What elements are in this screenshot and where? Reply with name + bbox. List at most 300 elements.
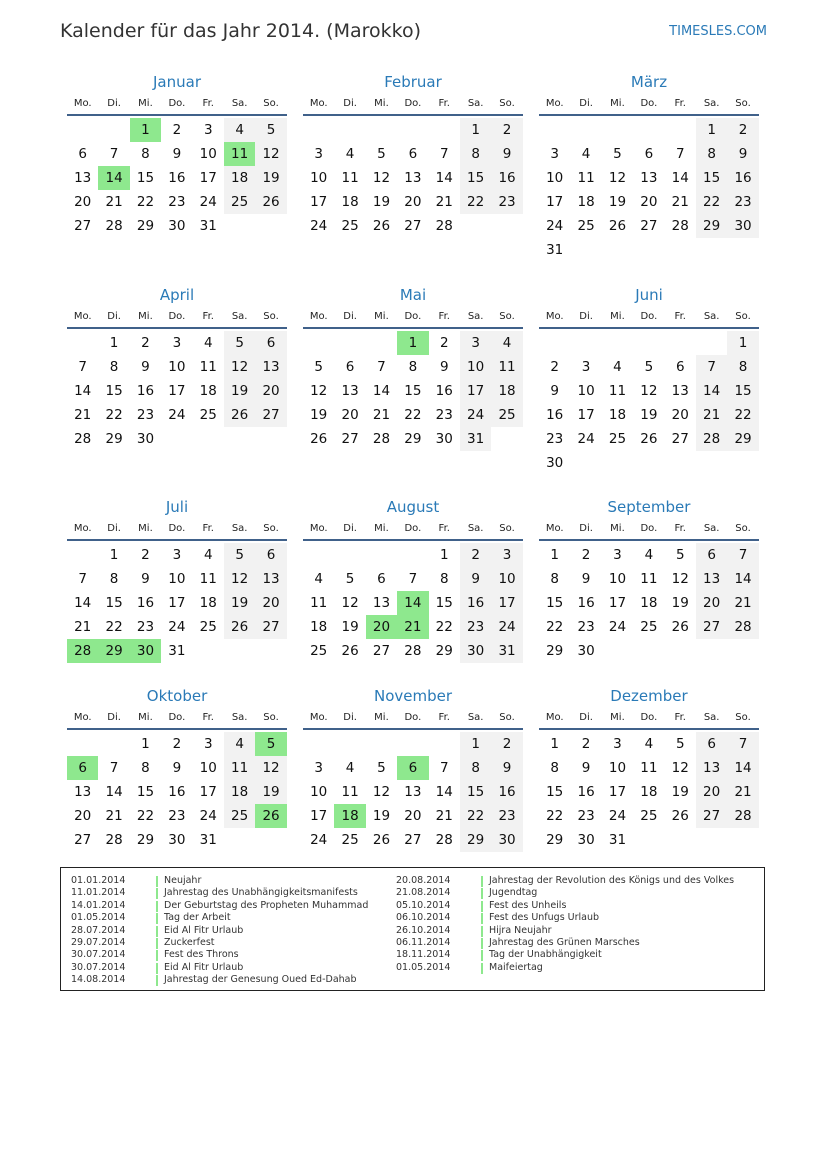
day-grid (539, 118, 759, 262)
weekday-label: Mi. (138, 311, 153, 322)
day-cell: 30 (491, 828, 522, 852)
day-cell: 27 (74, 218, 92, 234)
day-cell: 2 (550, 359, 559, 375)
day-cell: 31 (491, 639, 522, 663)
holiday-marker (481, 963, 483, 974)
day-cell: 19 (671, 595, 689, 611)
day-cell: 14 (696, 379, 727, 403)
day-cell: 27 (404, 832, 422, 848)
holiday-row (71, 937, 368, 949)
day-cell: 12 (341, 595, 359, 611)
day-cell: 16 (491, 166, 522, 190)
holiday-row (71, 900, 368, 912)
weekday-label: Di. (107, 98, 121, 109)
day-cell: 24 (460, 403, 491, 427)
day-cell: 19 (671, 784, 689, 800)
day-cell: 30 (168, 832, 186, 848)
day-cell: 4 (581, 146, 591, 162)
day-cell: 16 (491, 780, 522, 804)
day-cell: 27 (404, 218, 422, 234)
holiday-day-cell: 14 (98, 166, 129, 190)
day-cell: 28 (727, 615, 758, 639)
weekday-label: Mo. (309, 311, 328, 322)
holiday-row (396, 875, 734, 887)
weekday-label: Mo. (309, 98, 328, 109)
day-cell: 10 (460, 355, 491, 379)
day-cell: 24 (608, 619, 627, 635)
day-cell: 7 (78, 359, 87, 375)
day-cell: 1 (550, 736, 559, 752)
day-cell: 10 (310, 170, 328, 186)
day-cell: 14 (727, 756, 758, 780)
day-cell: 30 (727, 214, 758, 238)
day-cell: 17 (608, 595, 627, 611)
day-cell: 17 (199, 170, 217, 186)
day-cell: 14 (435, 784, 453, 800)
day-cell: 27 (74, 832, 92, 848)
day-cell: 20 (404, 194, 422, 210)
weekday-label: Sa. (467, 712, 484, 723)
holiday-marker (156, 876, 158, 887)
holiday-marker (156, 901, 158, 912)
weekday-label: Do. (404, 712, 422, 723)
day-cell: 10 (168, 571, 186, 587)
day-cell: 13 (640, 170, 658, 186)
day-cell: 13 (696, 756, 727, 780)
day-cell: 18 (199, 383, 217, 399)
day-cell: 13 (404, 170, 422, 186)
day-cell: 17 (168, 383, 186, 399)
day-cell: 25 (640, 808, 658, 824)
day-cell: 19 (224, 379, 255, 403)
weekday-label: Sa. (703, 311, 720, 322)
day-cell: 17 (491, 591, 522, 615)
month-name: März (630, 73, 668, 91)
day-cell: 19 (255, 166, 286, 190)
day-cell: 24 (310, 832, 328, 848)
holiday-day-cell: 5 (255, 732, 286, 756)
day-cell: 22 (404, 407, 422, 423)
day-cell: 6 (696, 543, 727, 567)
holiday-day-cell: 1 (130, 118, 161, 142)
day-cell: 8 (550, 760, 559, 776)
holiday-name: Jugendtag (489, 887, 538, 899)
holiday-name: Fest des Throns (164, 949, 239, 961)
day-cell: 3 (491, 543, 522, 567)
day-cell: 17 (310, 194, 328, 210)
day-cell: 5 (613, 146, 622, 162)
day-cell: 7 (439, 146, 449, 162)
day-cell: 21 (671, 194, 689, 210)
day-cell: 8 (460, 756, 491, 780)
day-cell: 7 (727, 543, 758, 567)
day-cell: 13 (74, 784, 92, 800)
day-cell: 12 (224, 567, 255, 591)
day-cell: 9 (141, 359, 150, 375)
day-cell: 9 (439, 359, 449, 375)
holiday-row (71, 875, 368, 887)
holiday-name: Eid Al Fitr Urlaub (164, 961, 244, 973)
day-cell: 26 (341, 643, 359, 659)
weekday-label: So. (263, 712, 279, 723)
day-cell: 21 (74, 407, 92, 423)
day-cell: 1 (460, 732, 491, 756)
day-cell: 22 (460, 190, 491, 214)
holiday-row (71, 925, 368, 937)
day-cell: 19 (255, 780, 286, 804)
day-cell: 12 (310, 383, 328, 399)
weekday-header (67, 519, 287, 541)
weekday-label: Fr. (438, 311, 450, 322)
day-cell: 16 (727, 166, 758, 190)
weekday-label: Mi. (138, 98, 153, 109)
day-cell: 4 (224, 118, 255, 142)
weekday-label: Do. (640, 712, 658, 723)
day-cell: 3 (314, 146, 323, 162)
day-cell: 3 (172, 547, 182, 563)
day-cell: 8 (460, 142, 491, 166)
day-cell: 25 (491, 403, 522, 427)
day-cell: 29 (546, 832, 564, 848)
weekday-label: Fr. (438, 712, 450, 723)
day-cell: 25 (199, 407, 217, 423)
day-cell: 28 (671, 218, 689, 234)
day-cell: 30 (136, 431, 155, 447)
day-cell: 23 (136, 619, 155, 635)
weekday-label: Fr. (674, 311, 686, 322)
day-cell: 7 (696, 355, 727, 379)
weekday-label: Mi. (374, 523, 389, 534)
weekday-label: Di. (579, 523, 593, 534)
empty-cell (602, 118, 633, 142)
day-cell: 14 (74, 595, 92, 611)
holiday-date: 01.05.2014 (71, 912, 126, 924)
empty-cell (303, 543, 334, 567)
day-grid (303, 543, 523, 663)
day-cell: 16 (136, 383, 155, 399)
day-cell: 6 (696, 732, 727, 756)
holiday-day-cell: 30 (130, 639, 161, 663)
day-cell: 7 (727, 732, 758, 756)
day-cell: 13 (255, 567, 286, 591)
day-cell: 5 (644, 359, 654, 375)
holiday-marker (481, 913, 483, 924)
weekday-label: Di. (579, 712, 593, 723)
day-cell: 7 (109, 146, 119, 162)
weekday-label: Mo. (545, 712, 564, 723)
day-cell: 22 (727, 403, 758, 427)
weekday-label: Mi. (610, 311, 625, 322)
month-2 (303, 72, 523, 238)
empty-cell (633, 118, 664, 142)
day-cell: 17 (310, 808, 328, 824)
day-cell: 4 (203, 547, 213, 563)
weekday-label: So. (499, 311, 515, 322)
day-cell: 27 (696, 804, 727, 828)
day-cell: 18 (491, 379, 522, 403)
holiday-name: Jahrestag der Genesung Oued Ed-Dahab (164, 974, 357, 986)
day-cell: 21 (727, 591, 758, 615)
day-cell: 1 (109, 335, 119, 351)
weekday-label: So. (499, 523, 515, 534)
day-cell: 8 (109, 571, 119, 587)
day-cell: 13 (671, 383, 689, 399)
month-name: Februar (384, 73, 442, 91)
weekday-header (539, 307, 759, 329)
day-cell: 10 (546, 170, 564, 186)
day-cell: 15 (136, 170, 155, 186)
weekday-label: Di. (579, 98, 593, 109)
weekday-label: Mi. (138, 712, 153, 723)
day-cell: 22 (105, 619, 123, 635)
day-cell: 8 (727, 355, 758, 379)
day-cell: 24 (491, 615, 522, 639)
day-cell: 28 (105, 832, 123, 848)
empty-cell (67, 331, 98, 355)
day-cell: 31 (168, 643, 186, 659)
day-cell: 9 (491, 756, 522, 780)
day-cell: 15 (435, 595, 453, 611)
day-cell: 8 (109, 359, 119, 375)
day-cell: 15 (460, 166, 491, 190)
day-cell: 25 (341, 218, 359, 234)
holiday-marker (481, 901, 483, 912)
weekday-header (303, 94, 523, 116)
day-cell: 15 (460, 780, 491, 804)
day-cell: 26 (310, 431, 328, 447)
empty-cell (98, 118, 129, 142)
holiday-date: 14.01.2014 (71, 899, 126, 911)
month-name: November (373, 687, 453, 705)
day-cell: 11 (491, 355, 522, 379)
day-cell: 23 (577, 808, 595, 824)
day-cell: 24 (168, 619, 186, 635)
day-cell: 28 (727, 804, 758, 828)
holiday-marker (156, 926, 158, 937)
holiday-day-cell: 28 (67, 639, 98, 663)
empty-cell (633, 331, 664, 355)
holiday-name: Der Geburtstag des Propheten Muhammad (164, 899, 369, 911)
day-cell: 22 (696, 190, 727, 214)
day-cell: 15 (105, 595, 123, 611)
holiday-date: 30.07.2014 (71, 961, 126, 973)
empty-cell (539, 118, 570, 142)
holiday-marker (156, 888, 158, 899)
day-cell: 19 (224, 591, 255, 615)
day-cell: 25 (310, 643, 328, 659)
day-cell: 24 (168, 407, 186, 423)
day-cell: 5 (377, 760, 386, 776)
holiday-day-cell: 29 (98, 639, 129, 663)
empty-cell (397, 543, 428, 567)
day-cell: 23 (136, 407, 155, 423)
day-cell: 16 (577, 784, 595, 800)
weekday-label: Mo. (309, 712, 328, 723)
day-cell: 3 (203, 122, 213, 138)
day-cell: 2 (141, 335, 150, 351)
weekday-label: Do. (640, 98, 658, 109)
holiday-marker (156, 938, 158, 949)
day-cell: 15 (546, 784, 564, 800)
holiday-row (396, 887, 734, 899)
day-grid (67, 732, 287, 852)
day-cell: 15 (105, 383, 123, 399)
day-cell: 17 (460, 379, 491, 403)
weekday-label: So. (263, 311, 279, 322)
day-cell: 18 (577, 194, 595, 210)
day-cell: 10 (577, 383, 595, 399)
month-5 (303, 285, 523, 451)
weekday-label: Fr. (674, 712, 686, 723)
weekday-header (67, 307, 287, 329)
weekday-label: Mo. (545, 311, 564, 322)
empty-cell (334, 118, 365, 142)
month-7 (67, 497, 287, 663)
day-cell: 21 (372, 407, 391, 423)
holiday-row (396, 900, 734, 912)
day-cell: 30 (435, 431, 453, 447)
holiday-list-right (396, 875, 734, 974)
day-cell: 30 (577, 832, 595, 848)
day-cell: 23 (727, 190, 758, 214)
day-cell: 24 (546, 218, 564, 234)
day-cell: 17 (168, 595, 186, 611)
weekday-label: Fr. (438, 98, 450, 109)
page-title: Kalender für das Jahr 2014. (Marokko) (60, 20, 422, 42)
day-cell: 13 (341, 383, 359, 399)
day-cell: 22 (136, 808, 155, 824)
day-cell: 5 (255, 118, 286, 142)
day-cell: 9 (581, 571, 591, 587)
day-cell: 19 (640, 407, 658, 423)
empty-cell (570, 118, 601, 142)
day-cell: 14 (105, 784, 123, 800)
weekday-label: Sa. (467, 523, 484, 534)
day-cell: 14 (74, 383, 92, 399)
day-grid (539, 543, 759, 663)
weekday-label: Mo. (309, 523, 328, 534)
day-cell: 25 (608, 431, 627, 447)
day-cell: 28 (372, 431, 391, 447)
holiday-date: 30.07.2014 (71, 949, 126, 961)
site-link[interactable]: TIMESLES.COM (669, 24, 767, 39)
day-cell: 23 (168, 808, 186, 824)
day-cell: 18 (199, 595, 217, 611)
day-cell: 31 (199, 218, 217, 234)
day-cell: 16 (136, 595, 155, 611)
day-cell: 7 (78, 571, 87, 587)
day-cell: 8 (696, 142, 727, 166)
empty-cell (67, 118, 98, 142)
day-cell: 19 (608, 194, 627, 210)
day-cell: 22 (460, 804, 491, 828)
holiday-row (71, 949, 368, 961)
day-grid (67, 118, 287, 238)
month-11 (303, 686, 523, 852)
day-cell: 3 (314, 760, 323, 776)
day-cell: 3 (550, 146, 559, 162)
day-cell: 10 (199, 760, 217, 776)
month-name: Juli (165, 498, 189, 516)
day-cell: 20 (341, 407, 359, 423)
weekday-label: So. (263, 98, 279, 109)
holiday-row (396, 962, 734, 974)
day-cell: 28 (435, 832, 453, 848)
empty-cell (429, 118, 460, 142)
holiday-marker (156, 963, 158, 974)
month-name: August (386, 498, 440, 516)
day-cell: 3 (203, 736, 213, 752)
day-cell: 1 (696, 118, 727, 142)
day-cell: 23 (168, 194, 186, 210)
day-cell: 24 (608, 808, 627, 824)
day-cell: 26 (224, 403, 255, 427)
weekday-label: So. (735, 311, 751, 322)
day-cell: 11 (224, 756, 255, 780)
weekday-label: So. (499, 98, 515, 109)
weekday-label: Do. (640, 523, 658, 534)
holiday-date: 21.08.2014 (396, 887, 451, 899)
holiday-name: Maifeiertag (489, 961, 543, 973)
day-cell: 15 (136, 784, 155, 800)
holiday-name: Fest des Unheils (489, 899, 567, 911)
day-cell: 22 (546, 619, 564, 635)
month-1 (67, 72, 287, 238)
empty-cell (366, 331, 397, 355)
day-cell: 1 (550, 547, 559, 563)
day-cell: 8 (141, 760, 150, 776)
day-cell: 29 (460, 828, 491, 852)
holiday-marker (156, 975, 158, 986)
day-cell: 27 (696, 615, 727, 639)
day-cell: 9 (172, 146, 182, 162)
day-cell: 12 (608, 170, 627, 186)
day-cell: 28 (404, 643, 422, 659)
day-cell: 25 (640, 619, 658, 635)
day-cell: 10 (310, 784, 328, 800)
day-cell: 23 (491, 804, 522, 828)
empty-cell (366, 118, 397, 142)
day-cell: 20 (74, 194, 92, 210)
day-cell: 23 (435, 407, 453, 423)
day-cell: 21 (727, 780, 758, 804)
day-cell: 19 (341, 619, 359, 635)
day-cell: 25 (224, 190, 255, 214)
weekday-label: Sa. (231, 311, 248, 322)
day-grid (539, 331, 759, 475)
day-cell: 31 (546, 242, 564, 258)
weekday-label: Mo. (73, 98, 92, 109)
weekday-label: Do. (404, 523, 422, 534)
day-cell: 9 (172, 760, 182, 776)
month-3 (539, 72, 759, 262)
day-cell: 15 (696, 166, 727, 190)
day-cell: 12 (372, 170, 391, 186)
day-cell: 31 (199, 832, 217, 848)
weekday-label: Mi. (374, 311, 389, 322)
day-cell: 29 (727, 427, 758, 451)
day-cell: 13 (74, 170, 92, 186)
day-cell: 28 (696, 427, 727, 451)
month-name: Oktober (146, 687, 208, 705)
empty-cell (303, 732, 334, 756)
day-cell: 28 (105, 218, 123, 234)
weekday-header (539, 94, 759, 116)
day-cell: 13 (372, 595, 391, 611)
holiday-row (396, 925, 734, 937)
holiday-row (396, 937, 734, 949)
weekday-label: Sa. (231, 98, 248, 109)
